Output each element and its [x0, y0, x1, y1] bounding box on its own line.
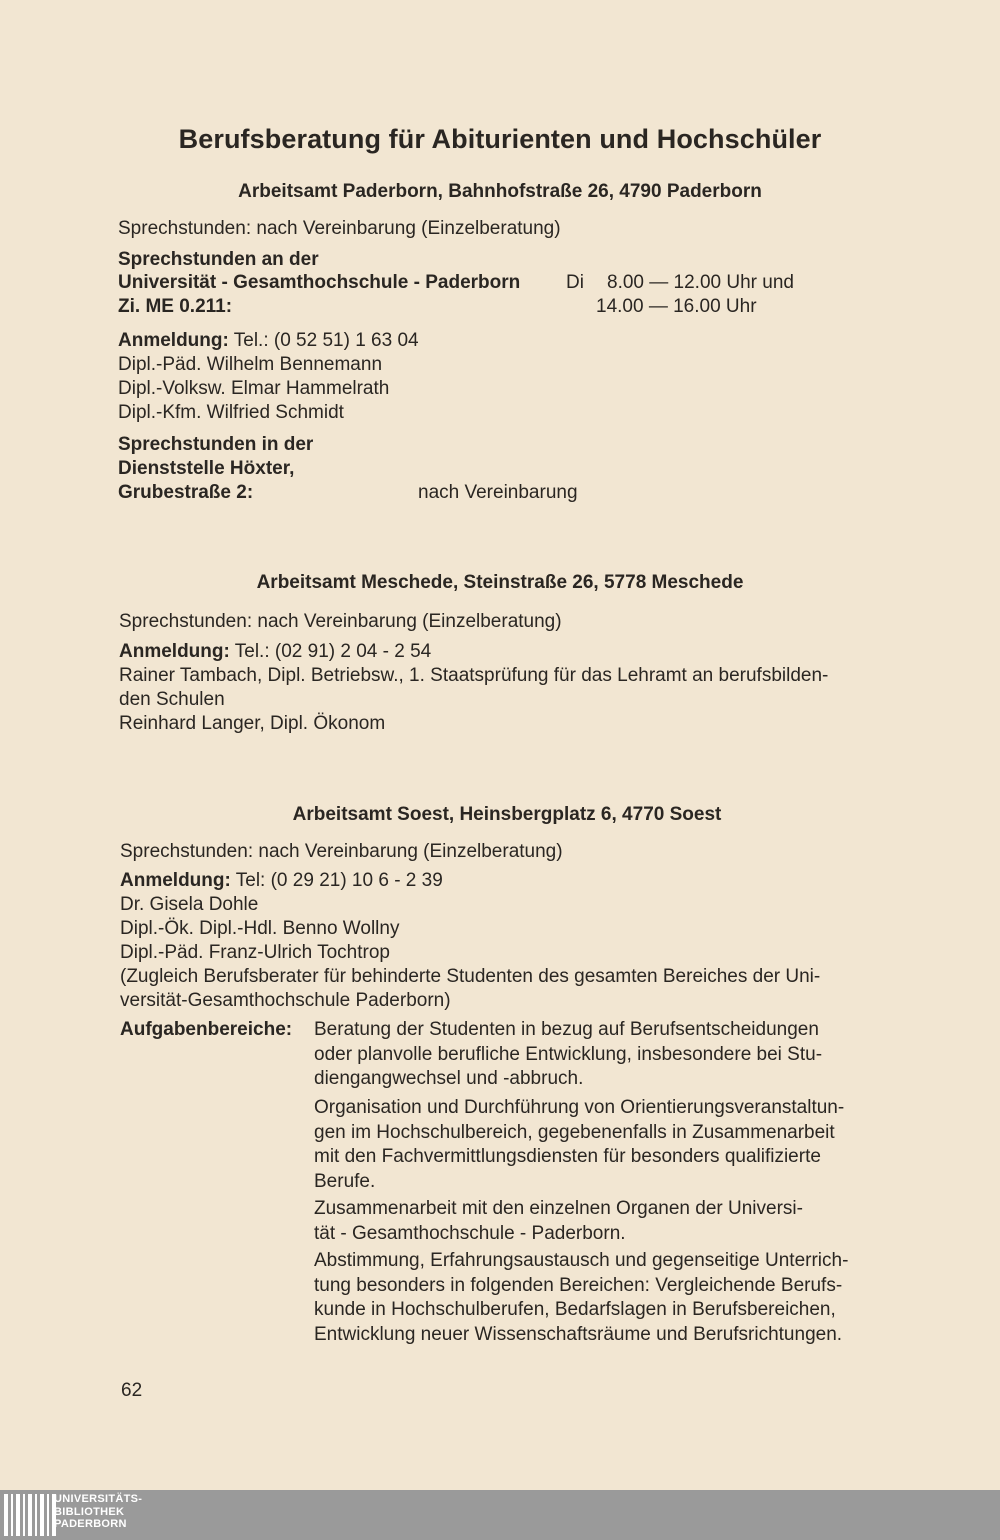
library-logo-icon [4, 1494, 56, 1536]
paragraph-line: oder planvolle berufliche Entwicklung, insbesondere bei Stu- [314, 1043, 823, 1065]
advisor-name: Dipl.-Päd. Franz-Ulrich Tochtrop [120, 942, 390, 963]
page-number: 62 [121, 1380, 143, 1401]
paragraph-line: mit den Fachvermittlungsdiensten für besonders qualifizierte [314, 1146, 821, 1167]
library-footer [0, 1490, 1000, 1540]
paragraph-line: tung besonders in folgenden Bereichen: Vergleichende Berufs- [314, 1274, 843, 1296]
logo-line: BIBLIOTHEK [54, 1505, 125, 1518]
library-logo-text [54, 1493, 142, 1531]
logo-line: UNIVERSITÄTS- [54, 1493, 143, 1505]
sprechstunden-line: Sprechstunden: nach Vereinbarung (Einzelberatung) [118, 218, 561, 239]
note-line-1: (Zugleich Berufsberater für behinderte Studenten des gesamten Bereiches der Uni- [120, 966, 821, 987]
anmeldung-phone: Tel.: (02 91) 2 04 - 2 54 [229, 641, 432, 662]
page-title: Berufsberatung für Abiturienten und Hochschüler [178, 124, 822, 154]
day-label: Di [566, 272, 584, 293]
advisor-name: Dipl.-Volksw. Elmar Hammelrath [118, 378, 390, 399]
hoexter-line-3: Grubestraße 2: [118, 482, 254, 503]
advisor-name-cont: den Schulen [119, 689, 225, 710]
anmeldung-label: Anmeldung: [119, 641, 230, 662]
hoexter-line-1: Sprechstunden in der [118, 434, 314, 455]
section-heading-paderborn: Arbeitsamt Paderborn, Bahnhofstraße 26, 4790 Paderborn [238, 181, 762, 202]
sprechstunden-line: Sprechstunden: nach Vereinbarung (Einzelberatung) [120, 841, 563, 862]
hoexter-value: nach Vereinbarung [418, 482, 578, 503]
paragraph-line: Entwicklung neuer Wissenschaftsräume und Berufsrichtungen. [314, 1323, 843, 1345]
paragraph-line: Abstimmung, Erfahrungsaustausch und gegenseitige Unterrich- [314, 1250, 849, 1271]
anmeldung-label: Anmeldung: [120, 870, 231, 891]
sprechstunden-line: Sprechstunden: nach Vereinbarung (Einzelberatung) [119, 611, 562, 632]
task-paragraph [314, 1018, 896, 1092]
paragraph-line: tät - Gesamthochschule - Paderborn. [314, 1222, 626, 1244]
task-paragraph [314, 1197, 896, 1246]
time-slot-1: 8.00 — 12.00 Uhr und [607, 272, 794, 293]
anmeldung-phone: Tel: (0 29 21) 10 6 - 2 39 [230, 870, 443, 891]
paragraph-line: gen im Hochschulbereich, gegebenenfalls in Zusammenarbeit [314, 1121, 835, 1143]
anmeldung-label: Anmeldung: [118, 330, 229, 351]
anmeldung-line [119, 640, 431, 664]
section-heading-soest: Arbeitsamt Soest, Heinsbergplatz 6, 4770 Soest [292, 804, 722, 825]
paragraph-line: diengangwechsel und -abbruch. [314, 1068, 584, 1089]
uni-line-2: Universität - Gesamthochschule - Paderborn [118, 272, 521, 293]
advisor-name: Reinhard Langer, Dipl. Ökonom [119, 713, 386, 734]
paragraph-line: Beratung der Studenten in bezug auf Berufsentscheidungen [314, 1019, 819, 1040]
aufgaben-label: Aufgabenbereiche: [120, 1019, 293, 1040]
paragraph-line: kunde in Hochschulberufen, Bedarfslagen in Berufsbereichen, [314, 1299, 836, 1320]
anmeldung-line [118, 329, 419, 353]
logo-line: PADERBORN [54, 1518, 127, 1530]
advisor-name: Dr. Gisela Dohle [120, 894, 259, 915]
advisor-name: Rainer Tambach, Dipl. Betriebsw., 1. Staatsprüfung für das Lehramt an berufsbilden- [119, 665, 829, 686]
section-heading-meschede: Arbeitsamt Meschede, Steinstraße 26, 5778 Meschede [256, 572, 744, 593]
note-line-2: versität-Gesamthochschule Paderborn) [120, 990, 451, 1011]
uni-line-3: Zi. ME 0.211: [118, 296, 233, 317]
hoexter-line-2: Dienststelle Höxter, [118, 458, 295, 479]
anmeldung-phone: Tel.: (0 52 51) 1 63 04 [228, 330, 419, 351]
paragraph-line: Organisation und Durchführung von Orientierungsveranstaltun- [314, 1097, 845, 1118]
advisor-name: Dipl.-Ök. Dipl.-Hdl. Benno Wollny [120, 918, 400, 939]
advisor-name: Dipl.-Kfm. Wilfried Schmidt [118, 402, 344, 423]
task-paragraph [314, 1249, 896, 1347]
task-paragraph [314, 1096, 896, 1194]
anmeldung-line [120, 869, 443, 893]
uni-line-1: Sprechstunden an der [118, 249, 319, 270]
paragraph-line: Zusammenarbeit mit den einzelnen Organen der Universi- [314, 1198, 803, 1219]
paragraph-line: Berufe. [314, 1170, 376, 1192]
advisor-name: Dipl.-Päd. Wilhelm Bennemann [118, 354, 383, 375]
time-slot-2: 14.00 — 16.00 Uhr [596, 296, 757, 317]
